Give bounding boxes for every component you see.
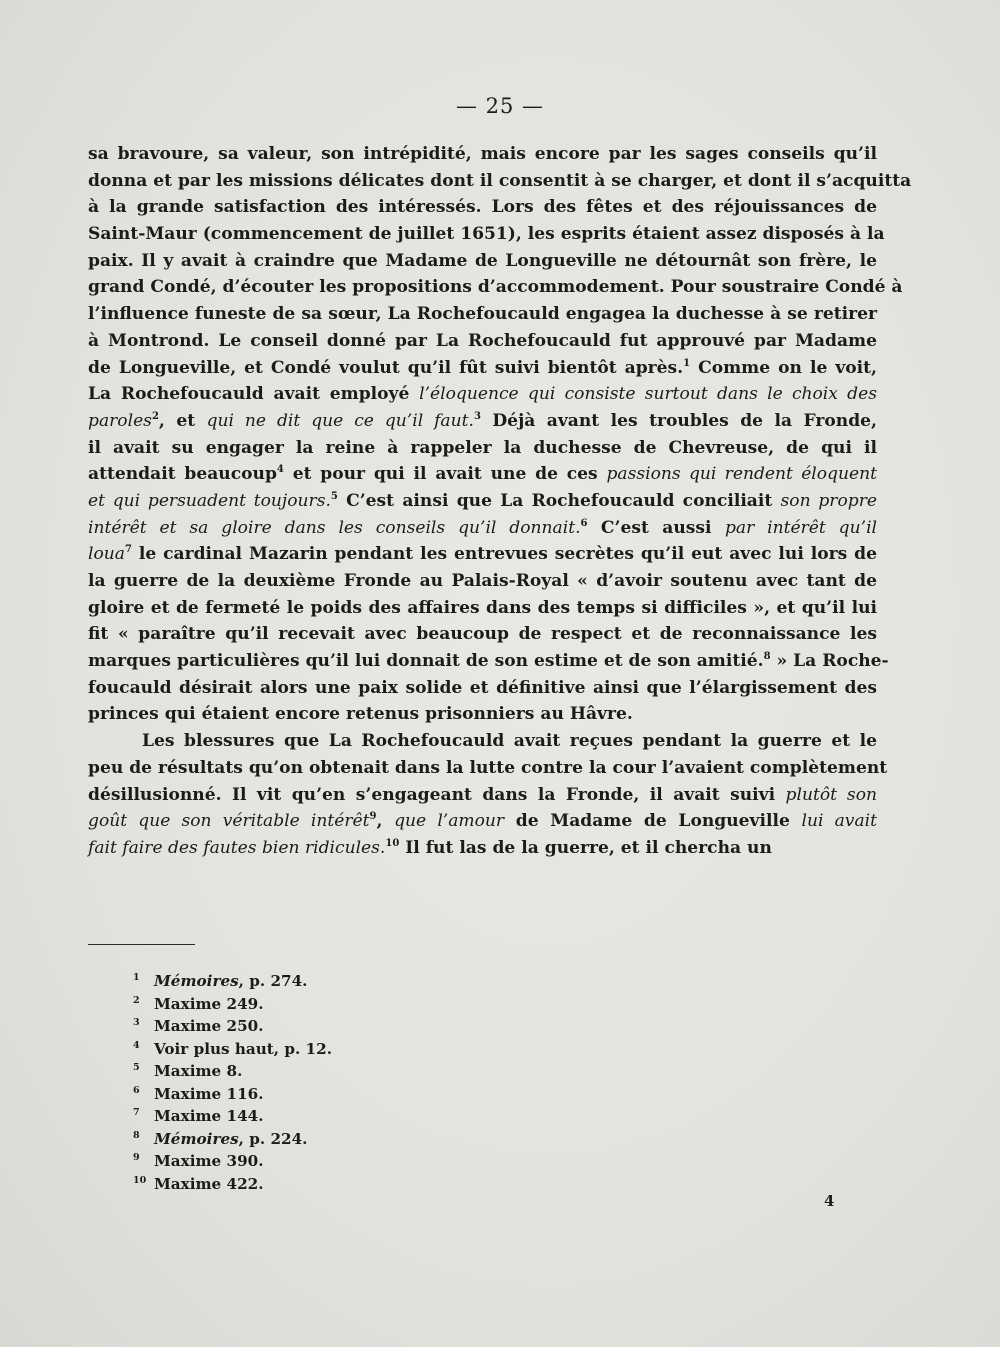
text-line <box>88 141 877 168</box>
footnote-reference: 6 <box>580 517 588 529</box>
text-segment: Maxime 8. <box>154 1062 243 1080</box>
text-segment: , p. 224. <box>238 1129 308 1148</box>
text-line <box>88 381 877 408</box>
text-line <box>88 168 912 195</box>
footnote-item: 2 Maxime 249. <box>133 994 264 1013</box>
text-segment: il avait su engager la reine à rappeler la duchesse de Chevreuse, de qui il <box>88 437 877 458</box>
text-segment: Maxime 144. <box>154 1107 264 1125</box>
text-segment: sa bravoure, sa valeur, son intrépidité, mais encore par les sages conseils qu’il <box>88 144 877 164</box>
italic-text: Mémoires <box>154 1129 239 1148</box>
text-line <box>88 194 877 221</box>
text-segment: foucauld désirait alors une paix solide et définitive ainsi que l’élargissement des <box>88 677 877 698</box>
text-segment: Saint-Maur (commencement de juillet 1651), les esprits étaient assez disposés à la <box>88 224 885 245</box>
footnote-reference: 9 <box>369 811 377 823</box>
italic-text: et qui persuadent toujours. <box>88 490 331 511</box>
text-segment: à la grande satisfaction des intéressés. Lors des fêtes et des réjouissances de <box>88 197 877 218</box>
text-segment: , <box>376 811 395 832</box>
text-line <box>88 621 877 648</box>
text-segment: désillusionné. Il vit qu’en s’engageant dans la Fronde, il avait suivi <box>88 784 786 805</box>
text-segment: Comme on le voit, <box>690 357 877 378</box>
signature-mark: 4 <box>824 1192 835 1210</box>
footnote-reference: 3 <box>473 410 481 422</box>
italic-text: fait faire des fautes bien ridicules. <box>88 837 386 858</box>
footnote-item: 10 Maxime 422. <box>133 1174 264 1193</box>
italic-text: passions qui rendent éloquent <box>606 464 878 485</box>
footnote-item: 7 Maxime 144. <box>133 1107 264 1125</box>
italic-text: intérêt et sa gloire dans les conseils qu’il donnait. <box>88 517 581 538</box>
text-segment: le cardinal Mazarin pendant les entrevues secrètes qu’il eut avec lui lors de <box>131 544 877 565</box>
text-line <box>88 808 877 835</box>
footnote-reference: 4 <box>276 464 284 476</box>
footnote-item: 1 Mémoires, p. 274. <box>133 972 308 990</box>
text-line <box>88 515 877 542</box>
text-segment: de Longueville, et Condé voulut qu’il fût suivi bientôt après. <box>88 357 684 378</box>
text-segment: donna et par les missions délicates dont il consentit à se charger, et dont il s’acquitta <box>88 170 912 191</box>
footnote-item: 4 Voir plus haut, p. 12. <box>133 1039 332 1058</box>
text-segment: Maxime 422. <box>154 1174 264 1193</box>
text-segment: Déjà avant les troubles de la Fronde, <box>480 410 877 431</box>
footnote-reference: 7 <box>124 544 132 556</box>
footnote-reference: 10 <box>385 837 400 849</box>
text-line <box>88 568 877 595</box>
text-segment: marques particulières qu’il lui donnait de son estime et de son amitié. <box>88 651 764 672</box>
text-segment: fit « paraître qu’il recevait avec beaucoup de respect et de reconnaissance les <box>88 624 877 645</box>
italic-text: lui avait <box>801 811 877 832</box>
text-line <box>88 221 885 248</box>
text-segment: princes qui étaient encore retenus prisonniers au Hâvre. <box>88 704 633 725</box>
italic-text: qui ne dit que ce qu’il faut. <box>206 410 474 431</box>
text-line <box>88 274 903 301</box>
page-number: — 25 — <box>455 94 545 118</box>
text-line <box>88 408 877 435</box>
text-line <box>88 755 888 782</box>
text-segment: C’est aussi <box>587 517 725 538</box>
text-segment: et pour qui il avait une de ces <box>283 464 607 485</box>
text-segment: La Rochefoucauld avait employé <box>88 384 420 405</box>
text-segment: gloire et de fermeté le poids des affaires dans des temps si difficiles », et qu’il lui <box>88 597 877 618</box>
italic-text: son propre <box>780 490 877 511</box>
italic-text: paroles <box>88 410 152 431</box>
footnote-divider <box>88 944 195 945</box>
italic-text: goût que son véritable intérêt <box>88 811 370 832</box>
footnote-reference: 8 <box>763 651 771 663</box>
text-segment: la guerre de la deuxième Fronde au Palais-Royal « d’avoir soutenu avec tant de <box>88 571 877 591</box>
footnotes <box>133 970 533 1195</box>
text-segment: Maxime 390. <box>154 1152 264 1170</box>
text-line <box>88 782 877 809</box>
text-line <box>88 648 889 675</box>
text-segment: l’influence funeste de sa sœur, La Rochefoucauld engagea la duchesse à se retirer <box>88 304 877 325</box>
text-segment: , et <box>158 410 207 431</box>
italic-text: l’éloquence qui consiste surtout dans le choix des <box>419 384 877 405</box>
italic-text: plutôt son <box>785 784 877 805</box>
footnote-reference: 5 <box>330 490 338 502</box>
italic-text: loua <box>88 544 125 565</box>
text-line <box>88 701 877 728</box>
text-segment: Il fut las de la guerre, et il chercha un <box>399 837 772 858</box>
text-segment: Voir plus haut, p. 12. <box>154 1039 332 1058</box>
italic-text: que l’amour <box>394 811 505 832</box>
text-segment: , p. 274. <box>238 972 308 990</box>
footnote-item: 9 Maxime 390. <box>133 1152 264 1170</box>
text-line <box>88 355 877 382</box>
italic-text: Mémoires <box>154 972 239 990</box>
footnote-item: 6 Maxime 116. <box>133 1084 264 1103</box>
text-segment: paix. Il y avait à craindre que Madame de Longueville ne détournât son frère, le <box>88 250 877 271</box>
text-line <box>88 835 877 862</box>
text-segment: attendait beaucoup <box>88 464 277 485</box>
text-line <box>88 301 877 328</box>
text-line <box>88 461 877 488</box>
text-segment: C’est ainsi que La Rochefoucauld conciliait <box>337 490 781 511</box>
text-line <box>88 595 877 622</box>
text-line <box>88 541 877 568</box>
footnote-item: 5 Maxime 8. <box>133 1062 243 1080</box>
italic-text: par intérêt qu’il <box>724 517 877 538</box>
footnote-item: 3 Maxime 250. <box>133 1017 264 1035</box>
footnote-reference: 1 <box>683 357 691 369</box>
footnote-item: 8 Mémoires, p. 224. <box>133 1129 308 1148</box>
footnote-reference: 2 <box>151 410 159 422</box>
text-line <box>88 248 877 275</box>
text-line <box>88 675 877 702</box>
text-line <box>88 328 877 355</box>
text-line <box>88 435 877 462</box>
text-segment: peu de résultats qu’on obtenait dans la lutte contre la cour l’avaient complètement <box>88 757 888 778</box>
text-line <box>88 728 877 755</box>
text-segment: grand Condé, d’écouter les propositions d’accommodement. Pour soustraire Condé à <box>88 277 903 298</box>
text-segment: Les blessures que La Rochefoucauld avait reçues pendant la guerre et le <box>142 731 877 752</box>
text-line <box>88 488 877 515</box>
text-segment: de Madame de Longueville <box>504 811 802 832</box>
text-segment: Maxime 249. <box>154 994 264 1013</box>
text-segment: » La Roche- <box>770 651 889 672</box>
text-segment: à Montrond. Le conseil donné par La Rochefoucauld fut approuvé par Madame <box>88 330 877 351</box>
text-segment: Maxime 116. <box>154 1084 264 1103</box>
body-text <box>88 141 912 862</box>
text-segment: Maxime 250. <box>154 1017 264 1035</box>
